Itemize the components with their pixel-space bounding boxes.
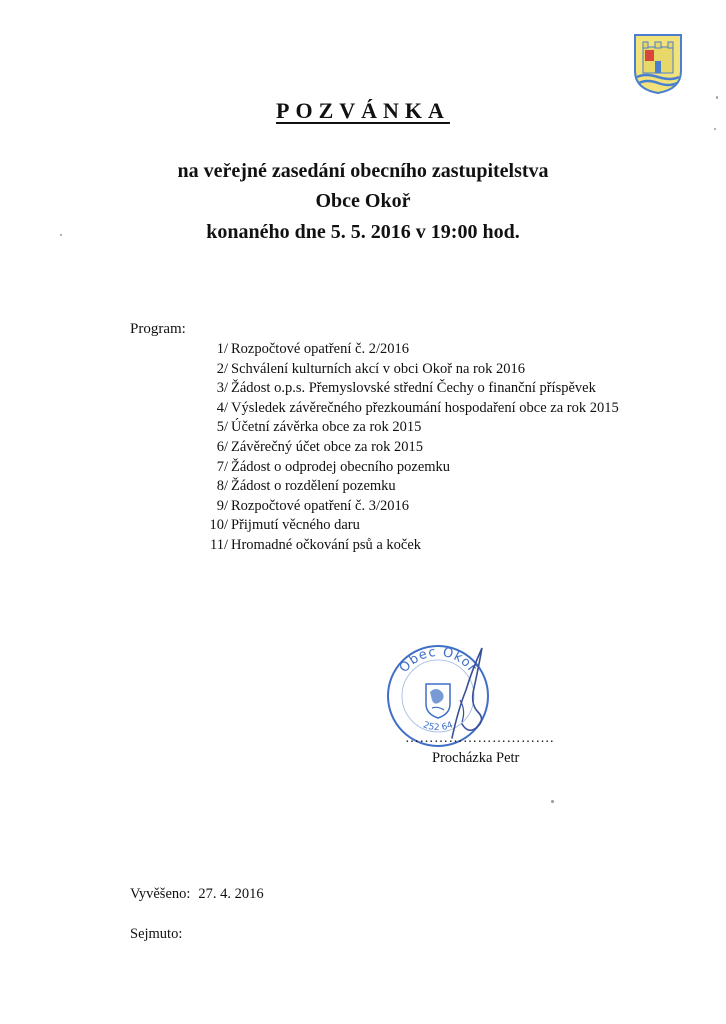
agenda-item-text: Žádost o rozdělení pozemku bbox=[231, 478, 396, 495]
program-label: Program: bbox=[130, 321, 186, 337]
agenda-item-number: 3/ bbox=[216, 380, 228, 397]
subtitle-date: konaného dne 5. 5. 2016 v 19:00 hod. bbox=[206, 221, 520, 243]
stamp-text-top: Obec Okoř bbox=[396, 644, 480, 676]
page-title: POZVÁNKA bbox=[276, 98, 450, 123]
subtitle-meeting: na veřejné zasedání obecního zastupitelstva bbox=[177, 160, 549, 182]
agenda-item-number: 9/ bbox=[216, 497, 228, 514]
agenda-item bbox=[0, 360, 726, 380]
scan-speck bbox=[551, 800, 554, 803]
agenda-item bbox=[0, 477, 726, 497]
posted-date-row bbox=[130, 886, 264, 903]
agenda-item bbox=[0, 438, 726, 458]
agenda-item-text: Účetní závěrka obce za rok 2015 bbox=[231, 419, 422, 436]
agenda-item-text: Žádost o odprodej obecního pozemku bbox=[231, 458, 451, 475]
scan-speck bbox=[716, 96, 718, 99]
agenda-item bbox=[0, 458, 726, 478]
agenda-item-number: 2/ bbox=[216, 360, 228, 377]
posted-label: Vyvěšeno: bbox=[130, 886, 191, 902]
agenda-item-number: 1/ bbox=[216, 341, 228, 357]
agenda-item-number: 6/ bbox=[216, 438, 228, 455]
posted-date: 27. 4. 2016 bbox=[198, 886, 264, 902]
signature-line: …………………………. bbox=[405, 731, 554, 746]
agenda-item-text: Rozpočtové opatření č. 2/2016 bbox=[231, 341, 409, 357]
agenda-item bbox=[0, 418, 726, 438]
agenda-item bbox=[0, 399, 726, 419]
subtitle-municipality: Obce Okoř bbox=[315, 190, 411, 212]
agenda-item-number: 11/ bbox=[210, 536, 228, 553]
agenda-item-text: Žádost o.p.s. Přemyslovské střední Čechy o finanční příspěvek bbox=[231, 380, 596, 397]
agenda-item bbox=[0, 340, 726, 360]
agenda-item-text: Rozpočtové opatření č. 3/2016 bbox=[231, 497, 409, 514]
agenda-item-number: 10/ bbox=[209, 517, 228, 534]
removed-label: Sejmuto: bbox=[130, 926, 183, 942]
agenda-item bbox=[0, 379, 726, 399]
okor-coat-of-arms-icon bbox=[633, 33, 683, 95]
agenda-item-text: Přijmutí věcného daru bbox=[231, 517, 360, 534]
agenda-item-text: Hromadné očkování psů a koček bbox=[231, 536, 422, 553]
scan-speck bbox=[714, 128, 716, 130]
agenda-item-number: 4/ bbox=[216, 399, 228, 416]
agenda-list bbox=[0, 340, 726, 556]
agenda-item-text: Výsledek závěrečného přezkoumání hospodaření obce za rok 2015 bbox=[231, 399, 619, 416]
signer-name: Procházka Petr bbox=[432, 750, 520, 766]
agenda-item-text: Schválení kulturních akcí v obci Okoř na rok 2016 bbox=[231, 360, 525, 377]
stamp-text-bottom: 252 64 bbox=[421, 720, 455, 734]
agenda-item-number: 5/ bbox=[216, 419, 228, 436]
agenda-item bbox=[0, 516, 726, 536]
scan-speck bbox=[60, 234, 62, 236]
agenda-item bbox=[0, 497, 726, 517]
agenda-item-number: 8/ bbox=[216, 478, 228, 495]
agenda-item bbox=[0, 536, 726, 556]
agenda-item-text: Závěrečný účet obce za rok 2015 bbox=[231, 438, 424, 455]
agenda-item-number: 7/ bbox=[216, 458, 228, 475]
